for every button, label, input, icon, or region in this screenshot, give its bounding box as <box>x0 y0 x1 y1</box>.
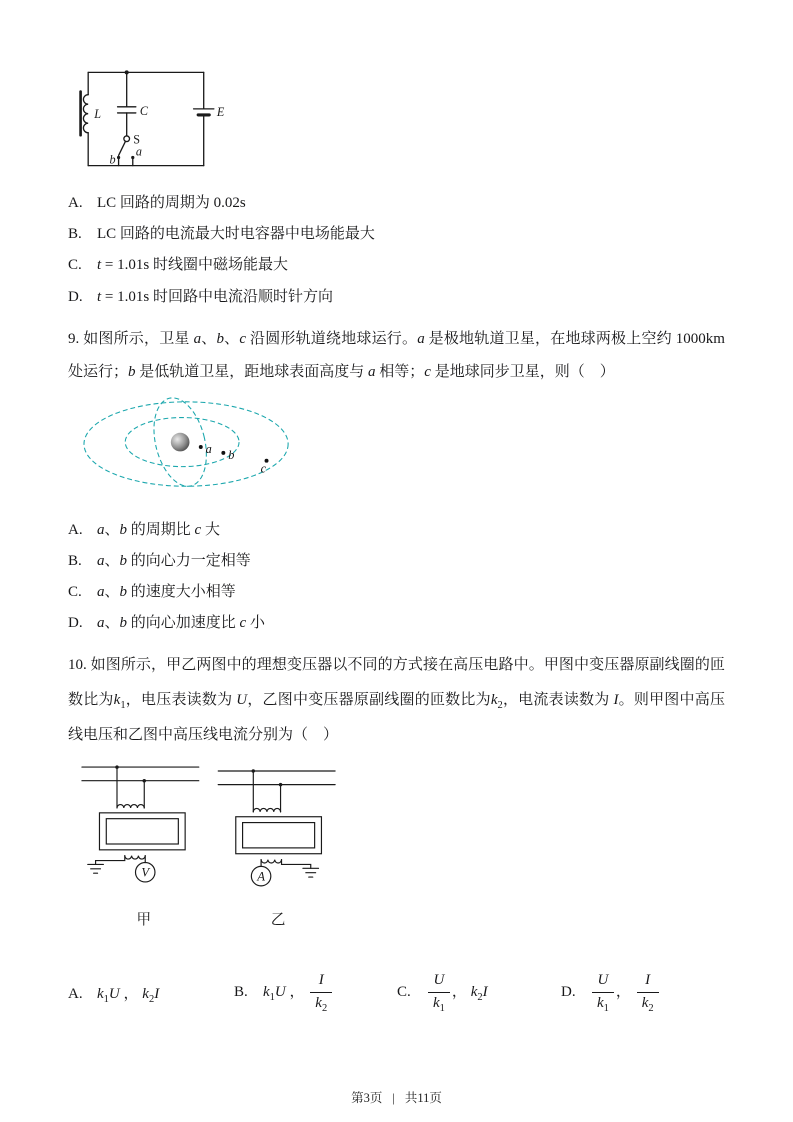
jia-caption: 甲 <box>136 912 152 929</box>
q10-options <box>68 971 730 1013</box>
junction-dot <box>143 779 147 783</box>
option-label: D. <box>68 288 83 305</box>
option-label: B. <box>234 983 248 1000</box>
switch-pivot <box>124 136 130 142</box>
earth <box>171 433 190 452</box>
secondary-coil <box>125 856 145 859</box>
q8-option-a <box>68 188 725 219</box>
inductor-label: L <box>94 106 102 121</box>
option-label: C. <box>68 257 82 274</box>
q9-option-c <box>68 577 725 608</box>
q9-stem: 9. 如图所示，卫星 a、b、c 沿圆形轨道绕地球运行。a 是极地轨道卫星，在地球两极上空约 1000km 处运行；b 是低轨道卫星，距地球表面高度与 a 相等；c 是地球同步卫星，则（ ） <box>68 330 725 380</box>
transformer-circuits-diagram <box>80 757 338 931</box>
footer-total-pages: 共11页 <box>404 1091 442 1105</box>
option-text: a、b 的周期比 c 大 <box>97 521 220 538</box>
page-footer <box>0 1088 793 1106</box>
option-label: B. <box>68 226 82 243</box>
primary-coil <box>117 805 144 808</box>
q8-option-d <box>68 282 725 313</box>
satellite-a-dot <box>199 445 203 449</box>
yi-caption: 乙 <box>270 912 286 929</box>
satellite-b-dot <box>221 451 225 455</box>
option-label: A. <box>68 521 83 538</box>
option-text: a、b 的向心加速度比 c 小 <box>97 615 265 632</box>
q9-option-b <box>68 546 725 577</box>
q9-option-d <box>68 608 725 639</box>
option-label: C. <box>397 983 411 1000</box>
question-9-block <box>68 323 725 640</box>
option-text: a、b 的速度大小相等 <box>97 584 236 601</box>
option-label: D. <box>68 615 83 632</box>
core-inner <box>106 819 178 844</box>
option-text: t = 1.01s 时回路中电流沿顺时针方向 <box>97 288 333 305</box>
option-text: LC 回路的电流最大时电容器中电场能最大 <box>97 226 375 243</box>
q10-option-a <box>68 982 234 1003</box>
q10-option-b <box>234 971 397 1013</box>
satellite-orbit-diagram <box>76 393 302 499</box>
q8-options <box>68 188 725 313</box>
option-text: $\frac{U}{k_1}$ ， $k_2I$ <box>426 984 488 1000</box>
voltmeter-label: V <box>141 865 150 880</box>
q9-option-a <box>68 515 725 546</box>
option-label: A. <box>68 985 83 1002</box>
option-text: $k_1U$ ， $\frac{I}{k_2}$ <box>263 984 334 1000</box>
primary-coil <box>253 809 280 812</box>
option-text: $\frac{U}{k_1}$ ， $\frac{I}{k_2}$ <box>590 984 661 1000</box>
q8-option-c <box>68 250 725 281</box>
option-label: A. <box>68 195 83 211</box>
option-label: D. <box>561 983 576 1000</box>
option-label: B. <box>68 552 82 569</box>
satellite-a-label: a <box>205 441 212 456</box>
switch-label: S <box>133 132 141 147</box>
core-inner <box>243 823 315 848</box>
option-text: a、b 的向心力一定相等 <box>97 552 251 569</box>
junction-dot <box>279 783 283 787</box>
question-8-block <box>68 64 725 313</box>
ground-symbol-yi <box>303 869 319 878</box>
option-text: LC 回路的周期为 0.02s <box>97 195 246 211</box>
footer-separator: | <box>392 1091 395 1105</box>
battery-label: E <box>216 104 225 119</box>
junction-dot <box>252 769 256 773</box>
q9-options <box>68 515 725 640</box>
secondary-coil <box>261 860 281 863</box>
satellite-c-label: c <box>260 461 267 476</box>
circuit-jia <box>82 766 199 883</box>
footer-page-number: 第3页 <box>351 1091 383 1105</box>
switch-lever <box>119 141 126 155</box>
contact-b-label: b <box>109 152 116 167</box>
junction-dot <box>125 70 129 74</box>
circuit-yi <box>218 769 335 886</box>
q10-stem: 10. 如图所示，甲乙两图中的理想变压器以不同的方式接在高压电路中。甲图中变压器原副线圈的匝数比为$k_1$，电压表读数为 U，乙图中变压器原副线圈的匝数比为$k_2$，电流表读数为 I。则甲图中高压线电压和乙图中高压线电流分别为（ ） <box>68 656 725 743</box>
ammeter-label: A <box>257 869 265 884</box>
capacitor-label: C <box>139 103 148 118</box>
ground-symbol-jia <box>88 865 104 874</box>
inductor-coil <box>83 95 88 133</box>
junction-dot <box>115 766 119 770</box>
contact-a-label: a <box>135 144 142 159</box>
satellite-b-label: b <box>228 447 235 462</box>
option-label: C. <box>68 584 82 601</box>
lc-circuit-diagram <box>74 64 226 176</box>
option-text: $k_1U$ ， $k_2I$ <box>97 985 160 1005</box>
question-10-block <box>68 648 725 1014</box>
q8-option-b <box>68 219 725 250</box>
q10-option-c <box>397 971 561 1013</box>
q10-option-d <box>561 971 661 1013</box>
option-text: t = 1.01s 时线圈中磁场能最大 <box>97 257 288 274</box>
